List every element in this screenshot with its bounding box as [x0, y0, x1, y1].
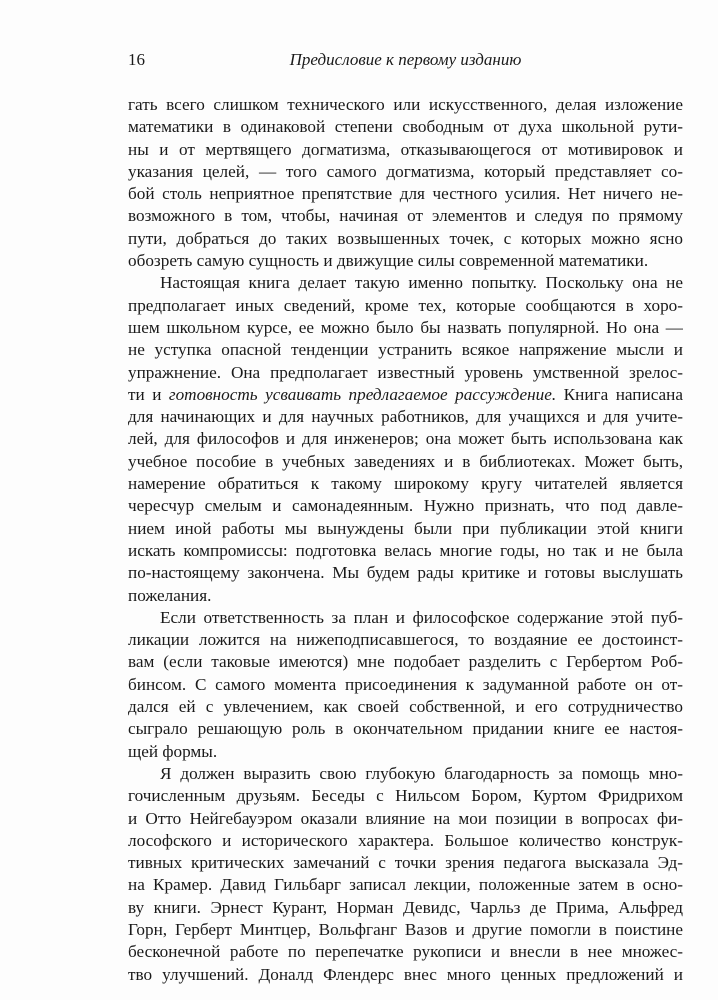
text-line	[128, 451, 683, 473]
text-segment: обозреть самую сущность и движущие силы современной математики.	[128, 251, 649, 271]
text-segment: шем школьном курсе, ее можно было бы назвать популярной. Но она —	[128, 317, 683, 337]
text-line	[128, 763, 683, 785]
italic-text: готовность усваивать предлагаемое рассуждение.	[168, 384, 557, 404]
text-line	[128, 362, 683, 384]
page-header	[128, 50, 683, 74]
text-segment: предполагает иных сведений, кроме тех, которые сообщаются в хоро-	[128, 295, 683, 315]
text-segment: гать всего слишком технического или искусственного, делая изложение	[128, 95, 683, 114]
text-line	[128, 651, 683, 673]
text-line	[128, 473, 683, 495]
text-line	[128, 808, 683, 830]
text-line	[128, 941, 683, 963]
text-line	[128, 718, 683, 740]
text-segment: ву книги. Эрнест Курант, Норман Девидс, Чарльз де Прима, Альфред	[128, 897, 683, 917]
text-line	[128, 205, 683, 227]
text-line	[128, 674, 683, 696]
text-line	[128, 964, 683, 986]
text-segment: ликации ложится на нижеподписавшегося, то воздаяние ее достоинст-	[128, 630, 683, 650]
text-line	[128, 696, 683, 718]
text-line	[128, 585, 683, 607]
paragraph	[128, 607, 683, 763]
text-segment: возможного в том, чтобы, начиная от элементов и следуя по прямому	[128, 206, 683, 226]
text-line	[128, 139, 683, 161]
text-segment: пожелания.	[128, 585, 212, 605]
paragraph	[128, 272, 683, 606]
text-segment: бой столь неприятное препятствие для честного усилия. Нет ничего не-	[128, 184, 683, 204]
text-segment: тво улучшений. Доналд Флендерс внес много ценных предложений и	[128, 964, 683, 984]
running-title: Предисловие к первому изданию	[289, 50, 522, 69]
text-segment: искать компромиссы: подготовка велась многие годы, но так и не была	[128, 540, 683, 560]
text-line	[128, 919, 683, 941]
text-line	[128, 897, 683, 919]
text-segment: по-настоящему закончена. Мы будем рады критике и готовы выслушать	[128, 563, 683, 583]
text-segment: упражнение. Она предполагает известный уровень умственной зрелос-	[128, 362, 683, 382]
text-segment: ти и	[128, 384, 169, 404]
text-line	[128, 339, 683, 361]
text-segment: чересчур смелым и самонадеянным. Нужно признать, что под давле-	[128, 496, 683, 516]
text-segment: намерение обратиться к такому широкому кругу читателей является	[128, 474, 683, 494]
text-line	[128, 518, 683, 540]
text-line	[128, 272, 683, 294]
text-line	[128, 830, 683, 852]
text-line	[128, 741, 683, 763]
text-line	[128, 406, 683, 428]
text-line	[128, 874, 683, 896]
text-line	[128, 94, 683, 116]
text-line	[128, 183, 683, 205]
text-line	[128, 785, 683, 807]
text-segment: лософского и исторического характера. Большое количество конструк-	[128, 830, 683, 850]
text-line	[128, 607, 683, 629]
text-segment: ны и от мертвящего догматизма, отказывающегося от мотивировок и	[128, 139, 683, 159]
text-segment: бинсом. С самого момента присоединения к задуманной работе он от-	[128, 674, 683, 694]
page-body	[128, 94, 683, 986]
text-segment: на Крамер. Давид Гильбарг записал лекции, положенные затем в осно-	[128, 875, 683, 895]
text-line	[128, 428, 683, 450]
text-segment: Горн, Герберт Минтцер, Вольфганг Вазов и другие помогли в поистине	[128, 919, 683, 939]
text-segment: не уступка опасной тенденции устранить всякое напряжение мысли и	[128, 340, 683, 360]
text-line	[128, 495, 683, 517]
text-segment: бесконечной работе по перепечатке рукописи и внесли в нее множес-	[128, 942, 683, 962]
text-line	[128, 540, 683, 562]
text-segment: дался ей с увлечением, как своей собственной, и его сотрудничество	[128, 697, 683, 717]
text-line	[128, 228, 683, 250]
page-number: 16	[128, 50, 145, 69]
text-segment: Книга написана	[556, 384, 683, 404]
text-line	[128, 384, 683, 406]
text-line	[128, 852, 683, 874]
text-segment: математики в одинаковой степени свободным от духа школьной рути-	[128, 117, 683, 137]
text-segment: сыграло решающую роль в окончательном придании книге ее настоя-	[128, 719, 683, 739]
text-line	[128, 562, 683, 584]
text-line	[128, 161, 683, 183]
paragraph	[128, 763, 683, 986]
text-segment: щей формы.	[128, 741, 218, 761]
text-segment: для начинающих и для научных работников, для учащихся и для учите-	[128, 407, 683, 427]
text-segment: гочисленным друзьям. Беседы с Нильсом Бором, Куртом Фридрихом	[128, 786, 683, 806]
text-segment: Я должен выразить свою глубокую благодарность за помощь мно-	[160, 763, 683, 783]
paragraph	[128, 94, 683, 272]
text-line	[128, 629, 683, 651]
text-segment: тивных критических замечаний с точки зрения педагога высказала Эд-	[128, 853, 683, 873]
text-segment: пути, добраться до таких возвышенных точек, с которых можно ясно	[128, 228, 683, 248]
text-segment: указания целей, — того самого догматизма, который представляет со-	[128, 161, 683, 181]
text-line	[128, 295, 683, 317]
text-line	[128, 116, 683, 138]
text-line	[128, 317, 683, 339]
text-segment: нием иной работы мы вынуждены были при публикации этой книги	[128, 518, 683, 538]
text-segment: Если ответственность за план и философское содержание этой пуб-	[160, 607, 683, 627]
text-line	[128, 250, 683, 272]
text-segment: лей, для философов и для инженеров; она может быть использована как	[128, 429, 683, 449]
text-segment: и Отто Нейгебауэром оказали влияние на мои позиции в вопросах фи-	[128, 808, 683, 828]
text-segment: учебное пособие в учебных заведениях и в библиотеках. Может быть,	[128, 451, 683, 471]
text-segment: Настоящая книга делает такую именно попытку. Поскольку она не	[160, 273, 683, 293]
text-segment: вам (если таковые имеются) мне подобает разделить с Гербертом Роб-	[128, 652, 683, 672]
